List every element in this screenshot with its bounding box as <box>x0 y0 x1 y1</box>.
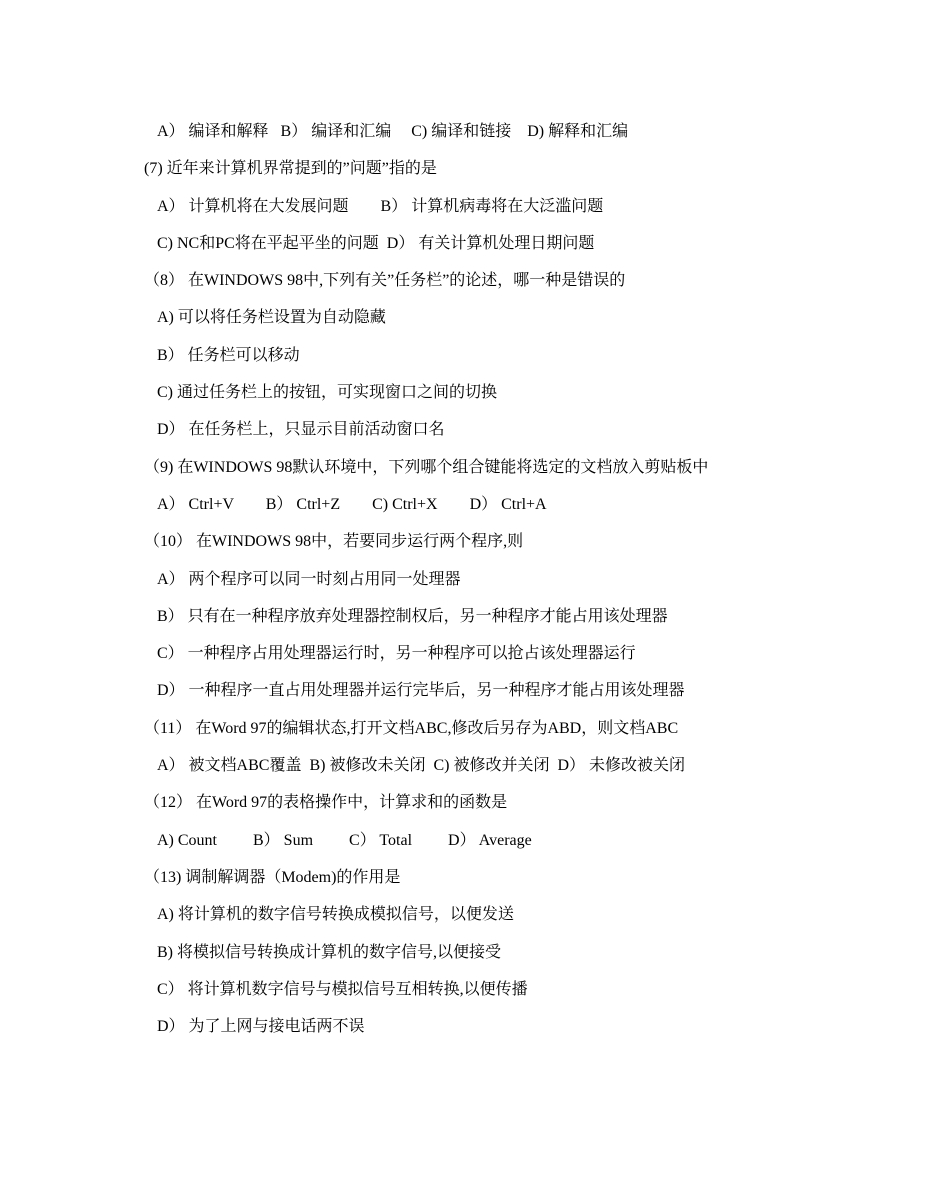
option-line: B) 将模拟信号转换成计算机的数字信号,以便接受 <box>157 943 502 961</box>
option-line: A） 被文档ABC覆盖 B) 被修改未关闭 C) 被修改并关闭 D） 未修改被关闭 <box>157 757 686 775</box>
option-line: A) Count B） Sum C） Total D） Average <box>157 831 532 849</box>
option-line: A） 两个程序可以同一时刻占用同一处理器 <box>157 570 461 588</box>
question-11: （11） 在Word 97的编辑状态,打开文档ABC,修改后另存为ABD，则文档ABC <box>144 719 679 737</box>
question-9: （9) 在WINDOWS 98默认环境中，下列哪个组合键能将选定的文档放入剪贴板中 <box>144 458 709 476</box>
question-12: （12） 在Word 97的表格操作中，计算求和的函数是 <box>144 794 508 812</box>
option-line: A) 可以将任务栏设置为自动隐藏 <box>157 309 386 327</box>
option-line: C） 一种程序占用处理器运行时，另一种程序可以抢占该处理器运行 <box>157 645 636 663</box>
option-line: C) 通过任务栏上的按钮，可实现窗口之间的切换 <box>157 384 498 402</box>
option-line: B） 只有在一种程序放弃处理器控制权后，另一种程序才能占用该处理器 <box>157 607 668 625</box>
option-line: D） 为了上网与接电话两不误 <box>157 1018 365 1036</box>
question-list <box>0 113 950 1045</box>
option-line: C) NC和PC将在平起平坐的问题 D） 有关计算机处理日期问题 <box>157 234 595 252</box>
question-10: （10） 在WINDOWS 98中，若要同步运行两个程序,则 <box>144 533 524 551</box>
option-line: A） 编译和解释 B） 编译和汇编 C) 编译和链接 D) 解释和汇编 <box>157 123 629 140</box>
question-13: （13) 调制解调器（Modem)的作用是 <box>144 868 401 886</box>
option-line: D） 在任务栏上，只显示目前活动窗口名 <box>157 421 445 439</box>
option-line: A） 计算机将在大发展问题 B） 计算机病毒将在大泛滥问题 <box>157 197 604 215</box>
option-line: D） 一种程序一直占用处理器并运行完毕后，另一种程序才能占用该处理器 <box>157 682 685 700</box>
option-line: C） 将计算机数字信号与模拟信号互相转换,以便传播 <box>157 980 528 998</box>
option-line: A） Ctrl+V B） Ctrl+Z C) Ctrl+X D） Ctrl+A <box>157 495 547 513</box>
question-7: (7) 近年来计算机界常提到的”问题”指的是 <box>144 160 437 178</box>
option-line: A) 将计算机的数字信号转换成模拟信号，以便发送 <box>157 906 514 924</box>
question-8: （8） 在WINDOWS 98中,下列有关”任务栏”的论述，哪一种是错误的 <box>144 272 626 290</box>
option-line: B） 任务栏可以移动 <box>157 346 300 364</box>
